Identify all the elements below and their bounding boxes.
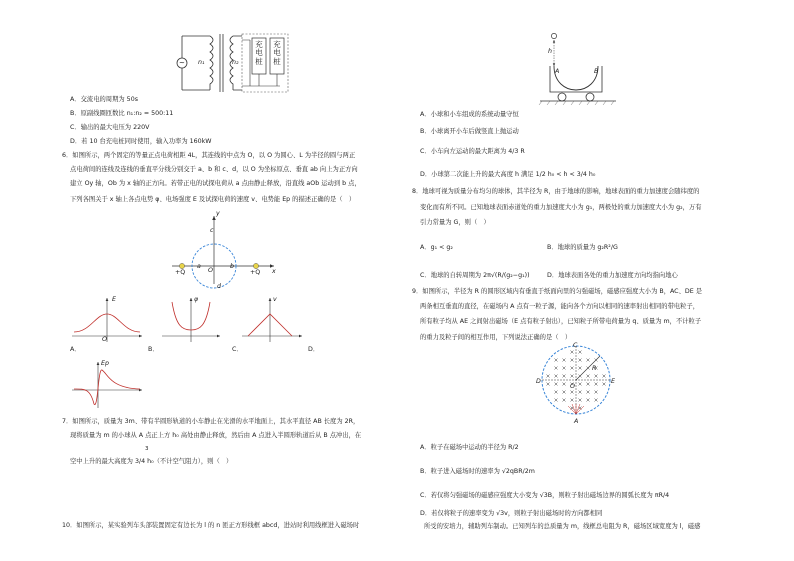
field-cross-mark [579, 367, 582, 370]
q8-stem-line-2: 变化而有所不同。已知地球表面赤道处的重力加速度大小为 g₁，两极处的重力加速度大小为 g₂，万有 [420, 204, 702, 211]
fig-label-b: b [230, 263, 234, 270]
q8-option-b: B．地球的质量为 g₂R²/G [547, 244, 618, 251]
field-cross-mark [595, 359, 598, 362]
field-cross-mark [555, 399, 558, 402]
field-cross-mark [555, 359, 558, 362]
q9-option-b: B．粒子进入磁场时的速率为 √2qBR/2m [420, 468, 535, 475]
field-cross-mark [587, 383, 590, 386]
q10-stem-line-1: 10．如图所示，某实验列车头部装置固定有边长为 l 的 n 匝正方形线框 abcd，进站时利用线框进入磁场时 [62, 522, 360, 529]
field-cross-mark [563, 375, 566, 378]
field-cross-mark [571, 391, 574, 394]
q5-option-b: B．原副线圈匝数比 n₁:n₂ = 500:11 [70, 110, 174, 117]
q6-stem-line-1: 6．如图所示，两个固定的等量正点电荷相距 4L，其连线的中点为 O，以 O 为圆心、L 为半径的圆与两正 [62, 152, 356, 159]
field-cross-mark [579, 375, 582, 378]
q6-graph-c [240, 296, 304, 344]
fig-label-plusq-right: +Q [250, 269, 261, 276]
field-cross-mark [595, 399, 598, 402]
field-cross-mark [547, 383, 550, 386]
field-cross-mark [587, 391, 590, 394]
q7-fraction-num: 3 [145, 446, 149, 452]
fig-label-c: c [210, 227, 214, 234]
field-cross-mark [571, 399, 574, 402]
q7-option-d: D．小球第二次能上升的最大高度 h 满足 1/2 h₀ < h < 3/4 h₀ [420, 171, 596, 178]
graph-a-label: A． [70, 346, 81, 353]
q8-option-d: D．地球表面各处的重力加速度方向均指向地心 [547, 272, 678, 279]
field-cross-mark [603, 383, 606, 386]
q7-stem-line-2: 现将质量为 m 的小球从 A 点正上方 h₀ 高处由静止释放，然后由 A 点进入半圆形轨道后从 B 点冲出，在 [70, 432, 362, 439]
q7-option-b: B．小球离开小车后做竖直上抛运动 [420, 128, 519, 135]
n2-label: n₂ [232, 59, 239, 66]
n1-label: n₁ [198, 59, 205, 66]
field-cross-mark [571, 367, 574, 370]
circle-label-a: A [574, 418, 579, 425]
graph-c-axis-v: v [273, 296, 277, 303]
q5-option-c: C．输出的最大电压为 220V [70, 124, 150, 131]
field-cross-mark [571, 351, 574, 354]
graph-b-axis-phi: φ [194, 296, 199, 303]
charging-pile-1: 充电桩 [255, 40, 263, 66]
q9-stem-line-1: 9．如图所示，半径为 R 的圆形区域内有垂直于纸面向里的匀强磁场，磁感应强度大小为 B，AC、DE 是 [412, 288, 703, 295]
charging-pile-2: 充电桩 [273, 40, 281, 66]
q6-stem-line-3: 建立 Oy 轴，Ob 为 x 轴的正方向。若带正电的试探电荷从 a 点由静止释放，沿直线 aOb 运动到 b 点， [70, 180, 361, 187]
field-cross-mark [595, 391, 598, 394]
q10-stem-line-2: 所受的安培力，辅助列车制动。已知列车的总质量为 m，线框总电阻为 R，磁场区域宽度为 l，磁感 [424, 523, 701, 530]
field-cross-mark [587, 367, 590, 370]
field-cross-mark [579, 399, 582, 402]
field-cross-mark [579, 391, 582, 394]
q9-option-d: D．若仅将粒子的速率变为 √3v，则粒子射出磁场时的方向都相同 [420, 510, 603, 517]
field-cross-mark [579, 359, 582, 362]
q8-option-c: C．地球的自转周期为 2π√(R/(g₂−g₁)) [420, 272, 530, 279]
graph-b-label: B． [148, 346, 159, 353]
field-cross-mark [563, 367, 566, 370]
q9-stem-line-2: 两条相互垂直的直径，在磁场内 A 点有一粒子源，能向各个方向以相同的速率射出相同的带电粒子， [420, 303, 700, 310]
q6-stem-line-4: 下列各图关于 x 轴上各点电势 φ、电场强度 E 及试探电荷的速度 v、电势能 Ep 的描述正确的是（ ） [70, 196, 356, 203]
circle-label-e: E [611, 378, 615, 385]
q9-stem-line-3: 所有粒子均从 AE 之间射出磁场（E 点有粒子射出），已知粒子所带电荷量为 q、质量为 m，不计粒子 [420, 318, 702, 325]
q8-stem-line-3: 引力常量为 G，则（ ） [420, 219, 490, 226]
fig-label-a: a [197, 263, 201, 270]
field-cross-mark [587, 375, 590, 378]
graph-a-origin: O [102, 336, 107, 343]
circle-label-r: R [592, 365, 597, 372]
field-cross-mark [587, 359, 590, 362]
field-cross-mark [579, 383, 582, 386]
q7-stem-line-3: 空中上升的最大高度为 3/4 h₀（不计空气阻力），则（ ） [70, 458, 233, 465]
cart-label-h: h [548, 48, 552, 55]
field-cross-mark [595, 375, 598, 378]
q7-option-a: A．小球和小车组成的系统动量守恒 [420, 111, 519, 118]
q9-option-a: A．粒子在磁场中运动的半径为 R/2 [420, 444, 519, 451]
graph-d-label: D． [308, 346, 320, 353]
field-cross-mark [555, 383, 558, 386]
cart-label-b: B [594, 68, 599, 75]
circle-label-c: C [573, 342, 578, 349]
field-cross-mark [603, 375, 606, 378]
field-cross-mark [587, 399, 590, 402]
circle-label-o: O [570, 383, 575, 390]
q6-graph-a [70, 296, 144, 344]
field-cross-mark [547, 375, 550, 378]
ac-source-symbol: ~ [179, 59, 185, 67]
fig-label-o: O [208, 267, 213, 274]
magnetic-field-figure [536, 340, 616, 422]
q6-graph-b [160, 296, 222, 344]
field-cross-mark [563, 383, 566, 386]
fig-label-d: d [217, 283, 221, 290]
field-cross-mark [555, 367, 558, 370]
field-cross-mark [571, 375, 574, 378]
field-cross-mark [555, 391, 558, 394]
fig-label-y: y [216, 210, 220, 217]
q6-stem-line-2: 点电荷间的连线及连线的垂直平分线分别交于 a、b 和 c、d，以 O 为坐标原点、垂直 ab 向上为正方向 [70, 166, 358, 173]
q8-option-a: A．g₁ < g₂ [420, 244, 453, 251]
q9-option-c: C．若仅将匀强磁场的磁感应强度大小变为 √3B，则粒子射出磁场边界的圆弧长度为 πR/4 [420, 492, 670, 499]
field-cross-mark [563, 391, 566, 394]
graph-d-axis-ep: Ep [101, 360, 109, 367]
q9-stem-line-4: 的重力及粒子间的相互作用，下列说法正确的是（ ） [420, 334, 572, 341]
q7-stem-line-1: 7．如图所示，质量为 3m、带有半圆形轨道的小车静止在光滑的水平地面上，其水平直径 AB 长度为 2R， [62, 418, 360, 425]
cart-figure [540, 30, 620, 106]
q8-stem-line-1: 8．地球可视为质量分布均匀的球体，其半径为 R，由于地球的影响，地球表面的重力加速度会随纬度的 [412, 188, 700, 195]
field-cross-mark [555, 375, 558, 378]
field-cross-mark [595, 383, 598, 386]
graph-c-label: C． [232, 346, 243, 353]
field-cross-mark [563, 359, 566, 362]
q6-charge-figure [170, 214, 280, 288]
cart-label-a: A [555, 68, 560, 75]
fig-label-x: x [272, 268, 276, 275]
field-cross-mark [563, 399, 566, 402]
field-cross-mark [571, 359, 574, 362]
circle-label-d: D [536, 378, 541, 385]
fig-label-plusq-left: +Q [175, 269, 186, 276]
q7-option-c: C．小车向左运动的最大距离为 4/3 R [420, 148, 525, 155]
q5-option-a: A．交流电的周期为 50s [70, 96, 138, 103]
q5-option-d: D．若 10 台充电桩同时使用，输入功率为 160kW [70, 138, 212, 145]
graph-a-axis-e: E [112, 296, 116, 303]
field-cross-mark [579, 351, 582, 354]
